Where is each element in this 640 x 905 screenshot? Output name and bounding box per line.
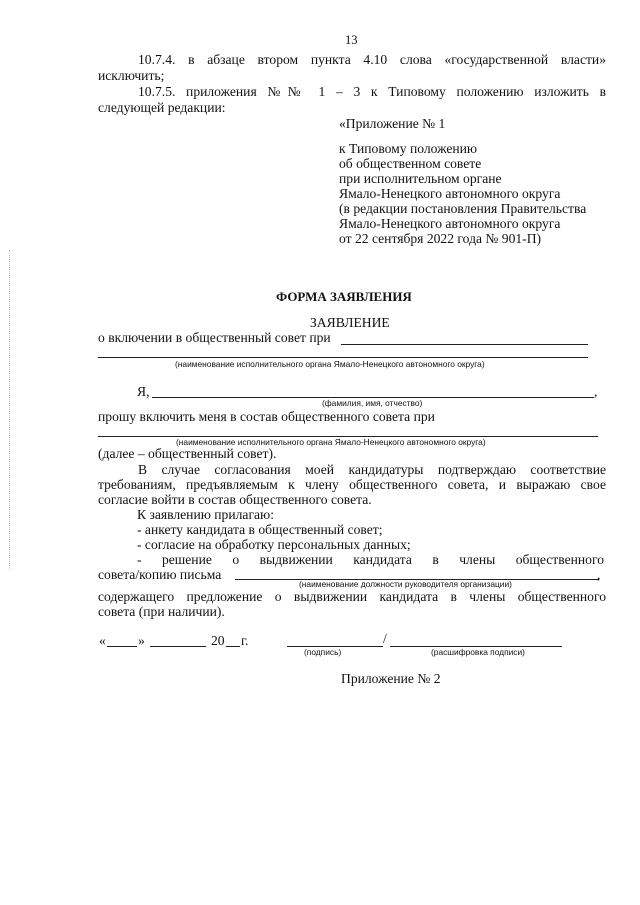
year-prefix: 20 bbox=[211, 633, 225, 648]
proposal-line-2: совета (при наличии). bbox=[98, 604, 225, 619]
date-open-quote: « bbox=[99, 633, 106, 648]
annex-header-line: при исполнительном органе bbox=[339, 171, 502, 186]
consent-line-1: В случае согласования моей кандидатуры подтверждаю соответствие bbox=[138, 462, 606, 477]
annex-header-line: об общественном совете bbox=[339, 156, 482, 171]
signature-slash: / bbox=[383, 631, 387, 646]
annex-header-line: от 22 сентября 2022 года № 901-П) bbox=[339, 231, 542, 246]
scan-edge-marks bbox=[9, 250, 11, 570]
attach-item: - согласие на обработку персональных данных; bbox=[137, 537, 411, 552]
proposal-line-1: содержащего предложение о выдвижении кандидата в члены общественного bbox=[98, 589, 606, 604]
year-input-line[interactable] bbox=[226, 646, 240, 647]
organ-input-line[interactable] bbox=[341, 344, 588, 345]
date-close-quote: » bbox=[138, 633, 145, 648]
page-number: 13 bbox=[345, 33, 358, 47]
fio-caption: (фамилия, имя, отчество) bbox=[322, 398, 423, 408]
form-title: ЗАЯВЛЕНИЕ bbox=[310, 315, 390, 330]
amend-item-2-line-1: 10.7.5. приложения №№ 1 – 3 к Типовому положению изложить в bbox=[138, 84, 606, 99]
letter-prefix: совета/копию письма bbox=[98, 567, 222, 582]
amend-item-2-line-2: следующей редакции: bbox=[98, 100, 226, 115]
consent-line-2: требованиям, предъявляемым к члену общественного совета, и выражаю свое bbox=[98, 477, 606, 492]
annex-header-line: Ямало-Ненецкого автономного округа bbox=[339, 216, 561, 231]
annex-header-line: к Типовому положению bbox=[339, 141, 478, 156]
day-input-line[interactable] bbox=[107, 646, 137, 647]
signature-caption: (подпись) bbox=[304, 647, 342, 657]
consent-line-3: согласие войти в состав общественного совета. bbox=[98, 492, 372, 507]
month-input-line[interactable] bbox=[150, 646, 206, 647]
attach-item: - решение о выдвижении кандидата в члены общественного bbox=[137, 552, 604, 567]
form-heading: ФОРМА ЗАЯВЛЕНИЯ bbox=[276, 289, 412, 304]
attach-intro: К заявлению прилагаю: bbox=[137, 507, 274, 522]
position-caption: (наименование должности руководителя организации) bbox=[299, 579, 512, 589]
annex-title: «Приложение № 1 bbox=[339, 116, 446, 131]
position-comma: , bbox=[597, 567, 601, 582]
amend-item-1-line-2: исключить; bbox=[98, 68, 165, 83]
inclusion-text: о включении в общественный совет при bbox=[98, 330, 331, 345]
organ-input-line-2[interactable] bbox=[98, 357, 588, 358]
decoding-caption: (расшифровка подписи) bbox=[431, 647, 525, 657]
i-label: Я, bbox=[137, 384, 150, 399]
organ-caption-2: (наименование исполнительного органа Ямало-Ненецкого автономного округа) bbox=[176, 437, 486, 447]
year-suffix: г. bbox=[241, 633, 249, 648]
organ-caption: (наименование исполнительного органа Ямало-Ненецкого автономного округа) bbox=[175, 359, 485, 369]
amend-item-1-line-1: 10.7.4. в абзаце втором пункта 4.10 слова «государственной власти» bbox=[138, 52, 606, 67]
attach-item: - анкету кандидата в общественный совет; bbox=[137, 522, 383, 537]
annex-header-line: Ямало-Ненецкого автономного округа bbox=[339, 186, 561, 201]
hereafter-text: (далее – общественный совет). bbox=[98, 446, 277, 461]
request-text: прошу включить меня в состав общественного совета при bbox=[98, 409, 435, 424]
fio-comma: , bbox=[594, 384, 598, 399]
next-annex-title: Приложение № 2 bbox=[341, 671, 441, 686]
annex-header-line: (в редакции постановления Правительства bbox=[339, 201, 587, 216]
